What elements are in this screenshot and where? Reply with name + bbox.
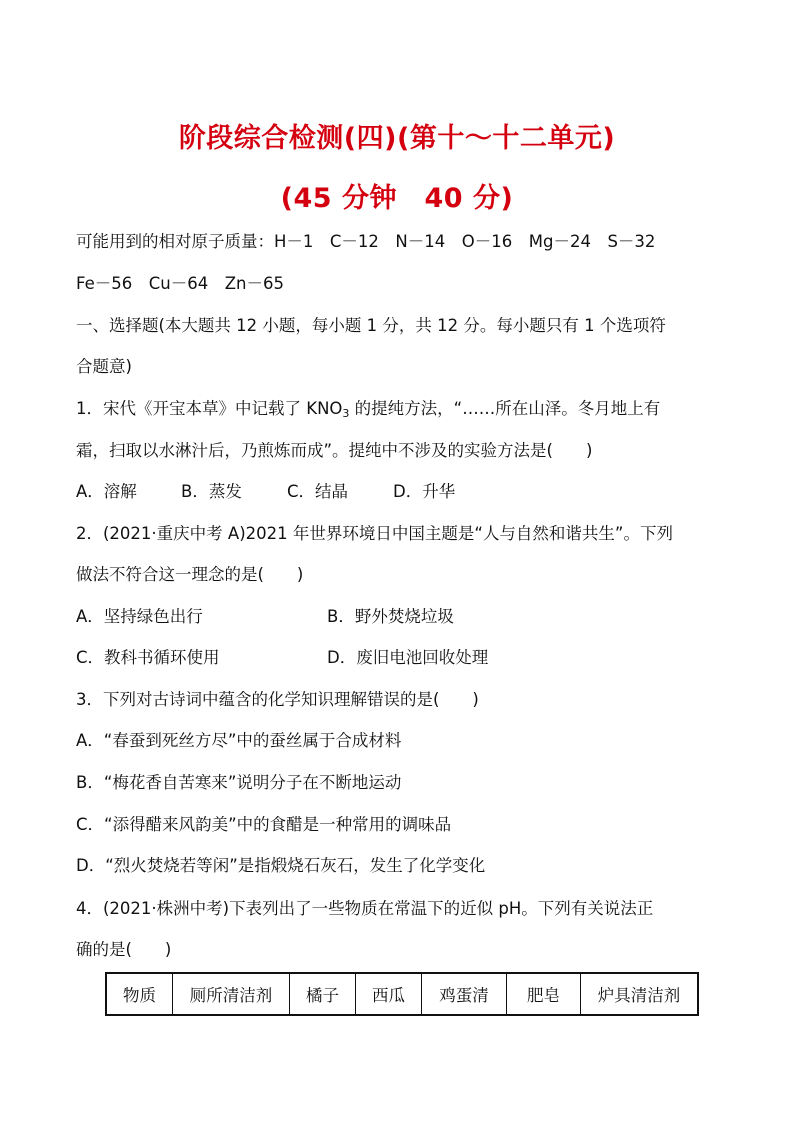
atomic-mass-line-2: Fe－56 Cu－64 Zn－65 [76, 274, 284, 293]
q2-option-b: B．野外焚烧垃圾 [327, 607, 454, 626]
q3-option-a: A．“春蚕到死丝方尽”中的蚕丝属于合成材料 [76, 731, 402, 750]
table-row [106, 973, 698, 1015]
question-1-stem [76, 398, 660, 425]
table-cell: 西瓜 [356, 973, 422, 1015]
question-1-stem-pre: 1．宋代《开宝本草》中记载了 KNO [76, 399, 343, 418]
q1-option-b: B．蒸发 [181, 482, 242, 501]
page-title: 阶段综合检测(四)(第十～十二单元) [178, 123, 616, 154]
section-heading-line-1: 一、选择题(本大题共 12 小题，每小题 1 分，共 12 分。每小题只有 1 个选项符 [76, 316, 666, 335]
table-cell: 橘子 [290, 973, 356, 1015]
q1-option-a: A．溶解 [76, 482, 137, 501]
question-3-stem: 3．下列对古诗词中蕴含的化学知识理解错误的是( ) [76, 690, 479, 709]
q3-option-d: D．“烈火焚烧若等闲”是指煅烧石灰石，发生了化学变化 [76, 856, 486, 875]
q2-option-d: D．废旧电池回收处理 [327, 648, 489, 667]
q3-option-c: C．“添得醋来风韵美”中的食醋是一种常用的调味品 [76, 815, 452, 834]
table-cell: 物质 [106, 973, 173, 1015]
question-2-stem-line-2: 做法不符合这一理念的是( ) [76, 565, 304, 584]
question-1-stem-post: 的提纯方法，“……所在山泽。冬月地上有 [349, 399, 661, 418]
ph-table [105, 972, 699, 1016]
atomic-mass-line-1: 可能用到的相对原子质量：H－1 C－12 N－14 O－16 Mg－24 S－32 [76, 232, 656, 251]
question-4-stem-line-2: 确的是( ) [76, 940, 172, 959]
table-cell: 鸡蛋清 [422, 973, 507, 1015]
q3-option-b: B．“梅花香自苦寒来”说明分子在不断地运动 [76, 773, 402, 792]
subscript-3: 3 [342, 407, 350, 420]
table-cell: 厕所清洁剂 [173, 973, 290, 1015]
question-1-stem-line-2: 霜，扫取以水淋汁后，乃煎炼而成”。提纯中不涉及的实验方法是( ) [76, 441, 593, 460]
question-4-stem: 4．(2021·株洲中考)下表列出了一些物质在常温下的近似 pH。下列有关说法正 [76, 899, 654, 918]
table-cell: 肥皂 [507, 973, 581, 1015]
section-heading-line-2: 合题意) [76, 357, 132, 376]
question-2-stem: 2．(2021·重庆中考 A)2021 年世界环境日中国主题是“人与自然和谐共生”。下列 [76, 524, 673, 543]
q1-option-c: C．结晶 [287, 482, 349, 501]
q2-option-a: A．坚持绿色出行 [76, 607, 203, 626]
page-subtitle: (45 分钟 40 分) [280, 183, 514, 214]
table-cell: 炉具清洁剂 [581, 973, 699, 1015]
q2-option-c: C．教科书循环使用 [76, 648, 220, 667]
q1-option-d: D．升华 [393, 482, 456, 501]
